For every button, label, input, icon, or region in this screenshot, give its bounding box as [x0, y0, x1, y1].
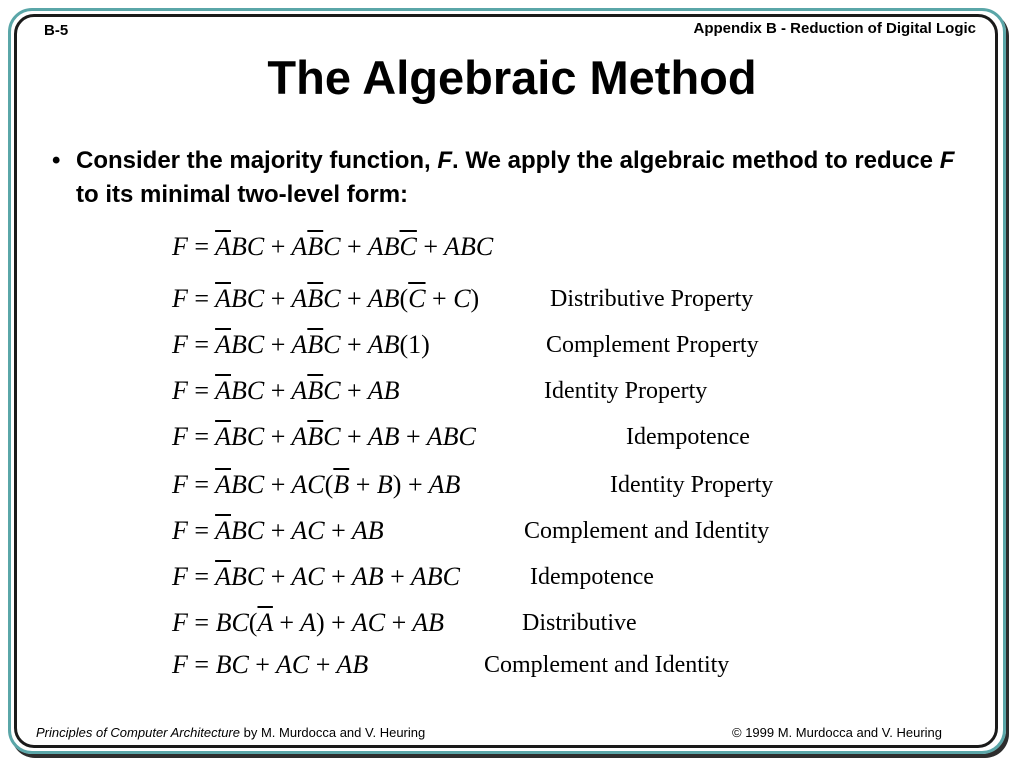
footer-copyright: © 1999 M. Murdocca and V. Heuring: [732, 725, 942, 740]
step-equation: $F = \overline{A}BC + A\overline{B}C + AB(\overline{C} + C)$: [172, 284, 480, 313]
step-law: Idempotence: [626, 424, 750, 450]
step-equation: $F = \overline{A}BC + A\overline{B}C + AB\overline{C}$ + ABC: [172, 232, 494, 261]
page-title: The Algebraic Method: [267, 51, 757, 104]
step-equation: F = BC + AC + AB: [172, 650, 369, 679]
step-law: Idempotence: [530, 564, 654, 590]
step-equation: $F = BC(\overline{A} + A)$ + AC + AB: [172, 608, 445, 637]
footer-citation: [36, 725, 425, 740]
bullet-text: [76, 144, 976, 212]
step-equation: $F = \overline{A}BC$ + AC + AB + ABC: [172, 562, 460, 591]
step-equation: $F = \overline{A}BC$ + AC + AB: [172, 516, 384, 545]
step-equation: $F = \overline{A}BC + A\overline{B}C$ + AB + ABC: [172, 422, 476, 451]
step-law: Distributive Property: [550, 286, 754, 312]
step-law: Distributive: [522, 610, 637, 636]
step-law: Identity Property: [544, 378, 708, 404]
appendix-header: Appendix B - Reduction of Digital Logic: [693, 20, 976, 37]
step-equation: $F = \overline{A}BC + AC(\overline{B} + B)$ + AB: [172, 470, 461, 499]
bullet-text-part-2: . We apply the algebraic method to reduce: [452, 147, 940, 174]
bullet-dot: •: [52, 147, 61, 174]
derivation: [172, 232, 892, 692]
book-authors: by M. Murdocca and V. Heuring: [240, 725, 426, 740]
bullet-text-part-3: to its minimal two-level form:: [76, 181, 409, 208]
book-title: Principles of Computer Architecture: [36, 725, 240, 740]
slide-number: B-5: [44, 22, 69, 39]
bullet-variable-f-2: F: [939, 147, 955, 174]
step-equation: $F = \overline{A}BC + A\overline{B}C$ + AB: [172, 376, 400, 405]
bullet-text-part-1: Consider the majority function,: [76, 147, 438, 174]
step-equation: $F = \overline{A}BC + A\overline{B}C + AB(1)$: [172, 330, 430, 359]
step-law: Complement and Identity: [484, 652, 730, 678]
step-law: Complement Property: [546, 332, 759, 358]
step-law: Identity Property: [610, 472, 774, 498]
step-law: Complement and Identity: [524, 518, 770, 544]
bullet-variable-f: F: [437, 147, 453, 174]
